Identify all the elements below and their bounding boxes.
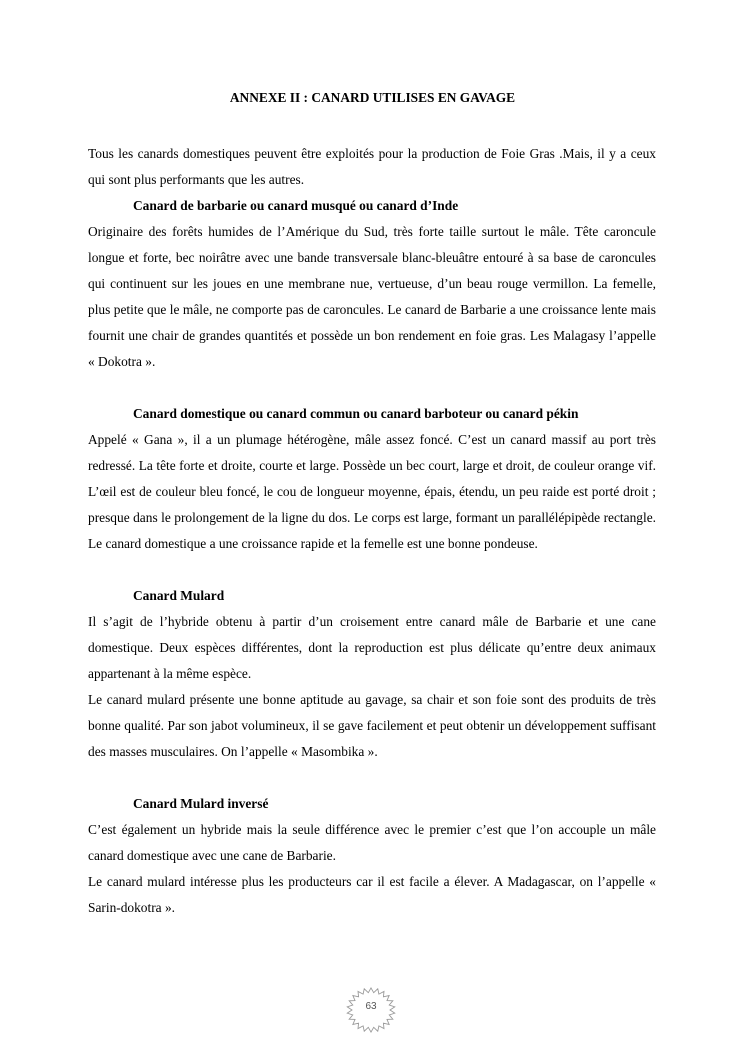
section-paragraph: C’est également un hybride mais la seule différence avec le premier c’est que l’on accouple un mâle canard domestique avec une cane de Barbarie. [88, 822, 656, 863]
section-paragraph: Appelé « Gana », il a un plumage hétérogène, mâle assez foncé. C’est un canard massif au port très redressé. La tête forte et droite, courte et large. Possède un bec court, large et droit, de couleur orange vif. L’œil est de couleur bleu foncé, le cou de longueur moyenne, épais, étendu, un peu raide est porté droit ; presque dans le prolongement de la ligne du dos. Le corps est large, formant un parallélépipède rectangle. Le canard domestique a une croissance rapide et la femelle est une bonne pondeuse. [88, 432, 656, 551]
section-heading: Canard Mulard inversé [133, 796, 269, 811]
annex-title: ANNEXE II : CANARD UTILISES EN GAVAGE [229, 90, 516, 105]
spacer [88, 557, 656, 583]
spacer [88, 765, 656, 791]
section-heading: Canard Mulard [133, 588, 225, 603]
section-domestique [88, 401, 656, 557]
section-barbarie [88, 193, 656, 375]
section-paragraph: Le canard mulard intéresse plus les producteurs car il est facile a élever. A Madagascar, on l’appelle « Sarin-dokotra ». [88, 874, 656, 915]
section-heading: Canard domestique ou canard commun ou canard barboteur ou canard pékin [133, 406, 579, 421]
document-body [88, 141, 656, 921]
section-mulard-inverse [88, 791, 656, 921]
section-heading: Canard de barbarie ou canard musqué ou canard d’Inde [133, 198, 459, 213]
page-number-badge [342, 985, 400, 1035]
page-number: 63 [365, 1001, 377, 1012]
section-paragraph: Originaire des forêts humides de l’Amérique du Sud, très forte taille surtout le mâle. Tête caroncule longue et forte, bec noirâtre avec une bande transversale blanc-bleuâtre entouré à sa base de caroncules qui continuent sur les joues en une membrane nue, vertueuse, d’un beau rouge vermillon. La femelle, plus petite que le mâle, ne comporte pas de caroncules. Le canard de Barbarie a une croissance lente mais fournit une chair de grandes quantités et possède un bon rendement en foie gras. Les Malagasy l’appelle « Dokotra ». [88, 224, 656, 369]
spacer [88, 375, 656, 401]
intro-paragraph: Tous les canards domestiques peuvent être exploités pour la production de Foie Gras .Mais, il y a ceux qui sont plus performants que les autres. [88, 146, 656, 187]
section-mulard [88, 583, 656, 765]
section-paragraph: Il s’agit de l’hybride obtenu à partir d’un croisement entre canard mâle de Barbarie et une cane domestique. Deux espèces différentes, dont la reproduction est plus délicate qu’entre deux animaux appartenant à la même espèce. [88, 614, 656, 681]
section-paragraph: Le canard mulard présente une bonne aptitude au gavage, sa chair et son foie sont des produits de très bonne qualité. Par son jabot volumineux, il se gave facilement et peut obtenir un développement suffisant des masses musculaires. On l’appelle « Masombika ». [88, 692, 656, 759]
